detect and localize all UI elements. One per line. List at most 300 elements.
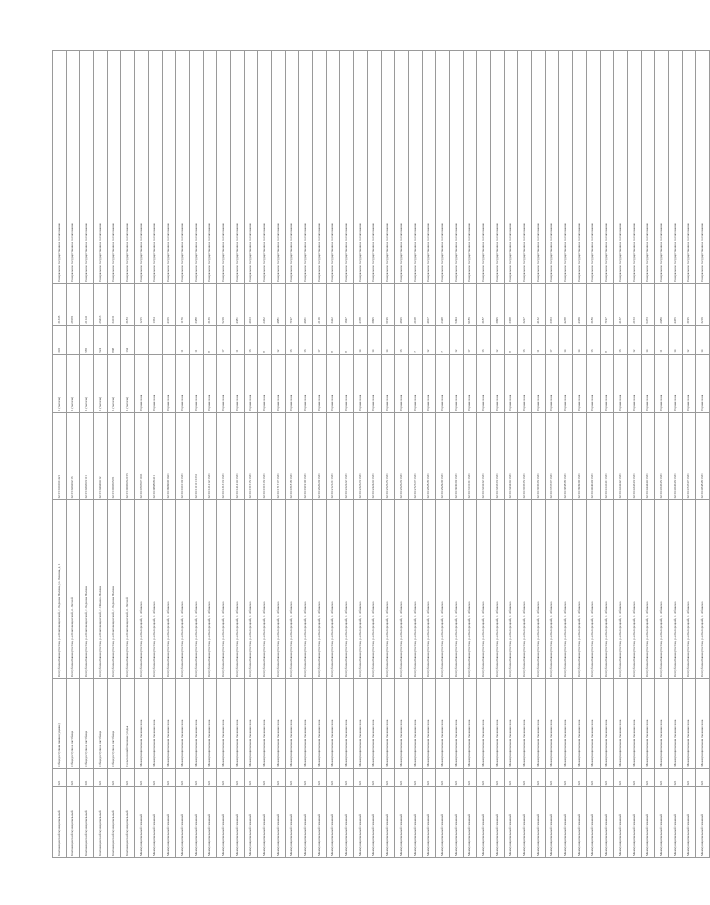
table-row <box>668 51 682 858</box>
table-cell: 02:10:484848:1331 <box>696 412 710 499</box>
table-cell: Горная зона <box>627 354 641 412</box>
table-cell: Горная зона <box>367 354 381 412</box>
table-cell: Межмуниципальный смежный <box>340 787 354 858</box>
table-cell: 021 <box>504 768 518 787</box>
table-cell: Горная зона <box>422 354 436 412</box>
table-cell: Генеральное государственное согласование <box>573 51 587 284</box>
table-cell: Республика Башкортостан, р-н Белорецкий, с. Абзаково <box>354 500 368 679</box>
table-cell: Генеральное государственное согласование <box>655 51 669 284</box>
table-cell: Генеральное государственное согласование <box>504 51 518 284</box>
table-row <box>641 51 655 858</box>
table-cell: Межмуниципальный смежный <box>668 787 682 858</box>
table-cell: 021 <box>436 768 450 787</box>
table-cell: Генеральное государственное согласование <box>189 51 203 284</box>
table-cell: 16 <box>285 325 299 354</box>
table-cell: 021 <box>272 768 286 787</box>
table-row <box>422 51 436 858</box>
table-cell: 02:10:131313:1331 <box>217 412 231 499</box>
table-cell: Горная зона <box>641 354 655 412</box>
table-cell: Республика Башкортостан, р-н Белорецкий, с. Абзаково <box>230 500 244 679</box>
table-cell: Благовещенский муниципальный <box>66 787 80 858</box>
table-cell: 1 (тысяча) <box>66 354 80 412</box>
table-row <box>586 51 600 858</box>
table-cell: 021 <box>422 768 436 787</box>
table-cell: Генеральное государственное согласование <box>696 51 710 284</box>
table-cell: Республика Башкортостан, р-н Белорецкий, с. Абзаково <box>504 500 518 679</box>
table-row <box>504 51 518 858</box>
table-cell: Генеральное государственное согласование <box>230 51 244 284</box>
table-cell: 021 <box>258 768 272 787</box>
table-cell: Республика Башкортостан, р-н Белорецкий, с. Абзаково <box>340 500 354 679</box>
table-cell: Межмуниципальный смежный <box>354 787 368 858</box>
table-cell: 3995 <box>367 284 381 326</box>
table-row <box>285 51 299 858</box>
table-cell: Межмуниципальный смежный <box>135 787 149 858</box>
table-cell: Генеральное государственное согласование <box>367 51 381 284</box>
table-cell: 1 (тысяча) <box>94 354 108 412</box>
table-cell: Межмуниципальная смежная зона <box>313 679 327 768</box>
table-cell: 021 <box>477 768 491 787</box>
table-cell: 34131 <box>107 284 121 326</box>
table-cell: Межмуниципальный смежный <box>230 787 244 858</box>
table-row <box>94 51 108 858</box>
table-cell: 16 <box>518 325 532 354</box>
table-cell: Межмуниципальный смежный <box>559 787 573 858</box>
table-cell: 02:10:080808:411 <box>148 412 162 499</box>
table-cell: Межмуниципальная смежная зона <box>518 679 532 768</box>
table-cell: 17 <box>217 325 231 354</box>
table-cell: 1847 <box>340 284 354 326</box>
table-cell: Республика Башкортостан, р-н Белорецкий, с. Абзаково <box>381 500 395 679</box>
table-cell: 02:10:393939:1331 <box>573 412 587 499</box>
table-cell: Межмуниципальный смежный <box>395 787 409 858</box>
table-cell: Межмуниципальная смежная зона <box>477 679 491 768</box>
table-cell: 02:10:363636:1331 <box>532 412 546 499</box>
table-cell: 02:10:444444:1331 <box>641 412 655 499</box>
table-cell: Межмуниципальная смежная зона <box>532 679 546 768</box>
table-cell: 4339 <box>573 284 587 326</box>
table-cell: 021 <box>217 768 231 787</box>
table-cell: 1170 <box>176 284 190 326</box>
table-row <box>203 51 217 858</box>
table-row <box>627 51 641 858</box>
table-cell: 2108 <box>408 284 422 326</box>
table-cell: Генеральное государственное согласование <box>148 51 162 284</box>
table-cell: 17 <box>545 325 559 354</box>
table-cell: Генеральное государственное согласование <box>340 51 354 284</box>
table-row <box>244 51 258 858</box>
table-cell: 9186 <box>463 284 477 326</box>
table-cell: Межмуниципальная смежная зона <box>614 679 628 768</box>
table-cell: Генеральное государственное согласование <box>614 51 628 284</box>
table-cell: Республика Башкортостан, р-н Белорецкий, с. Абзаково <box>135 500 149 679</box>
table-cell: Генеральное государственное согласование <box>586 51 600 284</box>
table-row <box>682 51 696 858</box>
table-cell: Горная зона <box>272 354 286 412</box>
table-cell: Горная зона <box>586 354 600 412</box>
rotated-table-frame <box>52 50 704 858</box>
table-cell: Общедоступная пашня (здание) <box>53 679 67 768</box>
table-cell: Горная зона <box>395 354 409 412</box>
table-cell: 4378 <box>354 284 368 326</box>
table-cell: 14 <box>641 325 655 354</box>
table-cell: 17 <box>313 325 327 354</box>
table-cell: Генеральное государственное согласование <box>217 51 231 284</box>
table-cell: 3422 <box>326 284 340 326</box>
table-cell: Горная зона <box>559 354 573 412</box>
table-cell: Республика Башкортостан, р-н Белорецкий, с. Абзаково <box>176 500 190 679</box>
table-cell: Горная зона <box>162 354 176 412</box>
table-cell: 14 <box>559 325 573 354</box>
table-cell: Горная зона <box>504 354 518 412</box>
table-cell: 8 <box>326 325 340 354</box>
table-cell: 8 <box>203 325 217 354</box>
table-cell: 134 <box>121 325 135 354</box>
table-cell: 021 <box>94 768 108 787</box>
table-cell: Республика Башкортостан, р-н Белорецкий, с. Абзаково <box>696 500 710 679</box>
table-cell: Горная зона <box>668 354 682 412</box>
table-cell: Горная зона <box>244 354 258 412</box>
table-cell: 021 <box>176 768 190 787</box>
table-row <box>354 51 368 858</box>
table-cell: Республика Башкортостан, р-н Белорецкий, с. Абзаково <box>655 500 669 679</box>
table-cell: Межмуниципальный смежный <box>299 787 313 858</box>
table-cell: 02:10:282828:1331 <box>422 412 436 499</box>
table-cell: 02:15:010101:421 <box>53 412 67 499</box>
table-cell: 3227 <box>518 284 532 326</box>
table-cell: 021 <box>600 768 614 787</box>
table-cell: 02:10:181818:1331 <box>285 412 299 499</box>
table-cell: 5219 <box>217 284 231 326</box>
table-cell: 7197 <box>600 284 614 326</box>
table-row <box>66 51 80 858</box>
table-cell: 585 <box>80 325 94 354</box>
table-cell: Межмуниципальная смежная зона <box>258 679 272 768</box>
table-cell: 6473 <box>641 284 655 326</box>
table-cell: Межмуниципальная смежная зона <box>641 679 655 768</box>
table-cell: Республика Башкортостан, р-н Белорецкий, с. Абзаково <box>408 500 422 679</box>
table-cell: 021 <box>668 768 682 787</box>
table-cell: Межмуниципальный смежный <box>436 787 450 858</box>
table-cell: Межмуниципальная смежная зона <box>422 679 436 768</box>
table-cell: 02:10:141414:1331 <box>230 412 244 499</box>
table-cell: 02:10:333333:1331 <box>491 412 505 499</box>
table-row <box>477 51 491 858</box>
table-cell: Горная зона <box>285 354 299 412</box>
table-cell: Генеральное государственное согласование <box>258 51 272 284</box>
table-cell: Межмуниципальный смежный <box>545 787 559 858</box>
table-cell: 11 <box>176 325 190 354</box>
table-cell <box>162 325 176 354</box>
table-cell: Республика Башкортостан, р-н Белорецкий, с. Абзаково <box>326 500 340 679</box>
table-cell: Межмуниципальный смежный <box>367 787 381 858</box>
table-row <box>230 51 244 858</box>
table-cell: 021 <box>244 768 258 787</box>
table-cell <box>135 325 149 354</box>
table-row <box>614 51 628 858</box>
table-cell: Республика Башкортостан, р-н Белорецкий, с. Абзаково <box>641 500 655 679</box>
table-cell: 16 <box>244 325 258 354</box>
table-row <box>107 51 121 858</box>
table-cell: Республика Башкортостан, р-н Благовещенский, с. Бедеева Поляна <box>80 500 94 679</box>
table-cell: 02:15:050505:81 <box>107 412 121 499</box>
table-cell: Общедоступное пастбище <box>107 679 121 768</box>
table-row <box>573 51 587 858</box>
table-cell: Горная зона <box>436 354 450 412</box>
table-cell: 02:10:121212:1331 <box>203 412 217 499</box>
table-cell: Межмуниципальный смежный <box>614 787 628 858</box>
table-cell: 02:10:151515:1331 <box>244 412 258 499</box>
table-cell: 021 <box>148 768 162 787</box>
table-cell: 3183 <box>121 284 135 326</box>
table-cell: 4931 <box>299 284 313 326</box>
table-cell: Межмуниципальный смежный <box>655 787 669 858</box>
table-cell: Республика Башкортостан, р-н Белорецкий, с. Абзаково <box>148 500 162 679</box>
table-row <box>491 51 505 858</box>
table-cell: Межмуниципальный смежный <box>326 787 340 858</box>
table-cell: Республика Башкортостан, р-н Белорецкий, с. Абзаково <box>162 500 176 679</box>
table-cell: Межмуниципальная смежная зона <box>354 679 368 768</box>
table-cell: Республика Башкортостан, р-н Белорецкий, с. Абзаково <box>203 500 217 679</box>
table-cell: Генеральное государственное согласование <box>668 51 682 284</box>
table-cell: 02:10:161616:1331 <box>258 412 272 499</box>
table-cell: 16 <box>586 325 600 354</box>
table-cell: 021 <box>326 768 340 787</box>
table-cell: Межмуниципальная смежная зона <box>176 679 190 768</box>
table-cell: 02:10:434343:1331 <box>627 412 641 499</box>
table-row <box>600 51 614 858</box>
table-cell: Республика Башкортостан, р-н Белорецкий, с. Абзаково <box>518 500 532 679</box>
table-row <box>696 51 710 858</box>
table-cell: 16 <box>614 325 628 354</box>
table-cell: 02:10:191919:1331 <box>299 412 313 499</box>
table-cell: Межмуниципальная смежная зона <box>285 679 299 768</box>
table-cell: 021 <box>66 768 80 787</box>
table-row <box>162 51 176 858</box>
table-cell: Горная зона <box>189 354 203 412</box>
table-cell: Межмуниципальный смежный <box>313 787 327 858</box>
table-cell: 4316 <box>162 284 176 326</box>
table-cell: Межмуниципальная смежная зона <box>504 679 518 768</box>
table-cell: 11 <box>655 325 669 354</box>
table-cell: 031 <box>80 768 94 787</box>
table-row <box>258 51 272 858</box>
table-row <box>176 51 190 858</box>
table-cell: Генеральное государственное согласование <box>162 51 176 284</box>
table-cell: 1 (тысяча) <box>107 354 121 412</box>
table-cell: 02:10:090909:1021 <box>162 412 176 499</box>
table-cell: Горная зона <box>340 354 354 412</box>
table-row <box>189 51 203 858</box>
table-cell: Республика Башкортостан, р-н Белорецкий, с. Абзаково <box>189 500 203 679</box>
table-cell: 02:15:020202:16 <box>66 412 80 499</box>
table-cell: 4917 <box>422 284 436 326</box>
table-cell: 1215 <box>135 284 149 326</box>
table-cell: 021 <box>381 768 395 787</box>
table-cell: Межмуниципальная смежная зона <box>272 679 286 768</box>
table-cell: 14 <box>381 325 395 354</box>
table-cell: Межмуниципальный смежный <box>203 787 217 858</box>
table-cell: Генеральное государственное согласование <box>326 51 340 284</box>
table-cell: 021 <box>299 768 313 787</box>
table-cell: Межмуниципальная смежная зона <box>189 679 203 768</box>
table-cell: 5494 <box>449 284 463 326</box>
table-cell: Благовещенский муниципальный <box>107 787 121 858</box>
table-cell: Межмуниципальная смежная зона <box>230 679 244 768</box>
table-cell: 4881 <box>272 284 286 326</box>
table-cell: 021 <box>230 768 244 787</box>
table-cell: 021 <box>532 768 546 787</box>
table-cell: Межмуниципальный смежный <box>244 787 258 858</box>
table-cell: 11 <box>532 325 546 354</box>
table-cell: Генеральное государственное согласование <box>354 51 368 284</box>
table-cell: Горная зона <box>230 354 244 412</box>
table-cell: Генеральное государственное согласование <box>682 51 696 284</box>
table-row <box>299 51 313 858</box>
table-cell: 6196 <box>381 284 395 326</box>
table-cell: 2080 <box>655 284 669 326</box>
table-cell: 021 <box>408 768 422 787</box>
table-cell: 345 <box>53 325 67 354</box>
table-cell: 31335 <box>53 284 67 326</box>
table-cell: 21141 <box>80 284 94 326</box>
table-cell: Межмуниципальная смежная зона <box>408 679 422 768</box>
table-cell: 4455 <box>668 284 682 326</box>
table-cell: 14 <box>573 325 587 354</box>
table-cell: Генеральное государственное согласование <box>107 51 121 284</box>
table-row <box>545 51 559 858</box>
table-cell: 021 <box>449 768 463 787</box>
table-cell: Республика Башкортостан, р-н Белорецкий, с. Абзаково <box>627 500 641 679</box>
table-cell: Межмуниципальная смежная зона <box>491 679 505 768</box>
table-cell: Горная зона <box>258 354 272 412</box>
table-cell: 02:10:111111:1331 <box>189 412 203 499</box>
table-cell: Межмуниципальный смежный <box>504 787 518 858</box>
table-cell: Межмуниципальный смежный <box>258 787 272 858</box>
table-cell: Благовещенский муниципальный <box>80 787 94 858</box>
table-cell: Горная зона <box>176 354 190 412</box>
table-cell: Республика Башкортостан, р-н Белорецкий, с. Абзаково <box>545 500 559 679</box>
table-cell: Горная зона <box>449 354 463 412</box>
table-cell: Генеральное государственное согласование <box>449 51 463 284</box>
table-cell: Межмуниципальный смежный <box>641 787 655 858</box>
table-cell: Межмуниципальная смежная зона <box>162 679 176 768</box>
table-row <box>463 51 477 858</box>
table-cell: Республика Башкортостан, р-н Белорецкий, с. Абзаково <box>244 500 258 679</box>
table-cell: 3368 <box>504 284 518 326</box>
table-cell: Республика Башкортостан, р-н Белорецкий, с. Абзаково <box>272 500 286 679</box>
table-row <box>121 51 135 858</box>
table-cell: Республика Башкортостан, р-н Белорецкий, с. Абзаково <box>422 500 436 679</box>
table-cell: Межмуниципальная смежная зона <box>203 679 217 768</box>
table-cell: 02:15:060606:2155 <box>121 412 135 499</box>
table-cell: 021 <box>162 768 176 787</box>
table-cell: Горная зона <box>354 354 368 412</box>
table-cell: 7 <box>436 325 450 354</box>
table-cell: 12 <box>449 325 463 354</box>
table-cell: Межмуниципальная смежная зона <box>395 679 409 768</box>
table-cell: 11 <box>189 325 203 354</box>
table-cell: 11 <box>230 325 244 354</box>
table-cell: Республика Башкортостан, р-н Благовещенский, с. Бедеева Поляна <box>107 500 121 679</box>
table-cell: Горная зона <box>614 354 628 412</box>
table-row <box>313 51 327 858</box>
table-cell: Республика Башкортостан, р-н Белорецкий, с. Абзаково <box>682 500 696 679</box>
table-cell: 4238 <box>559 284 573 326</box>
table-cell: Генеральное государственное согласование <box>80 51 94 284</box>
table-cell: Горная зона <box>203 354 217 412</box>
table-cell: 021 <box>573 768 587 787</box>
table-cell: Генеральное государственное согласование <box>436 51 450 284</box>
table-cell: 12 <box>491 325 505 354</box>
table-cell: Межмуниципальный смежный <box>285 787 299 858</box>
table-cell: 021 <box>463 768 477 787</box>
table-cell: Горная зона <box>573 354 587 412</box>
table-cell: Республика Башкортостан, р-н Белорецкий, с. Абзаково <box>477 500 491 679</box>
table-cell: Горная зона <box>299 354 313 412</box>
table-cell: 3995 <box>491 284 505 326</box>
table-cell: 2348 <box>436 284 450 326</box>
table-cell: 02:10:464646:1331 <box>668 412 682 499</box>
table-cell: 7197 <box>285 284 299 326</box>
table-cell: Генеральное государственное согласование <box>285 51 299 284</box>
table-cell: 02:15:040404:12 <box>94 412 108 499</box>
table-cell: Горная зона <box>532 354 546 412</box>
table-cell: 1 (тысяча) <box>80 354 94 412</box>
table-cell: Генеральное государственное согласование <box>395 51 409 284</box>
table-cell: 02:10:171717:1331 <box>272 412 286 499</box>
table-cell: Благовещенский муниципальный <box>53 787 67 858</box>
table-cell: Межмуниципальный смежный <box>217 787 231 858</box>
table-cell: Межмуниципальная смежная зона <box>696 679 710 768</box>
table-cell: Межмуниципальный смежный <box>627 787 641 858</box>
table-cell: 1354 <box>148 284 162 326</box>
table-cell: 021 <box>367 768 381 787</box>
table-cell: 02:10:454545:1331 <box>655 412 669 499</box>
table-cell: Межмуниципальный смежный <box>600 787 614 858</box>
table-cell: 3136 <box>203 284 217 326</box>
table-cell: Межмуниципальная смежная зона <box>627 679 641 768</box>
table-cell: Межмуниципальный смежный <box>477 787 491 858</box>
table-cell: Горная зона <box>682 354 696 412</box>
table-cell: 02:10:353535:1331 <box>518 412 532 499</box>
table-row <box>272 51 286 858</box>
table-cell: Генеральное государственное согласование <box>94 51 108 284</box>
table-cell: 14 <box>354 325 368 354</box>
table-cell: Генеральное государственное согласование <box>559 51 573 284</box>
table-cell <box>148 325 162 354</box>
table-cell: 4913 <box>244 284 258 326</box>
table-cell: Горная зона <box>326 354 340 412</box>
table-cell: Генеральное государственное согласование <box>272 51 286 284</box>
table-row <box>532 51 546 858</box>
table-cell: Межмуниципальный смежный <box>696 787 710 858</box>
table-cell: 16 <box>477 325 491 354</box>
table-cell: 02:10:272727:1331 <box>408 412 422 499</box>
table-cell: 524 <box>94 325 108 354</box>
table-cell: Межмуниципальный смежный <box>463 787 477 858</box>
table-cell: 4132 <box>532 284 546 326</box>
table-cell: Межмуниципальный смежный <box>189 787 203 858</box>
table-cell: Генеральное государственное согласование <box>477 51 491 284</box>
table-cell: Республика Башкортостан, р-н Благовещенский, п. Лесной <box>66 500 80 679</box>
table-cell: 4826 <box>395 284 409 326</box>
table-cell: 2452 <box>258 284 272 326</box>
table-cell: Межмуниципальная смежная зона <box>586 679 600 768</box>
table-cell: Генеральное государственное согласование <box>491 51 505 284</box>
table-cell: 02:10:202020:1331 <box>313 412 327 499</box>
table-cell: 02:10:252525:1331 <box>381 412 395 499</box>
